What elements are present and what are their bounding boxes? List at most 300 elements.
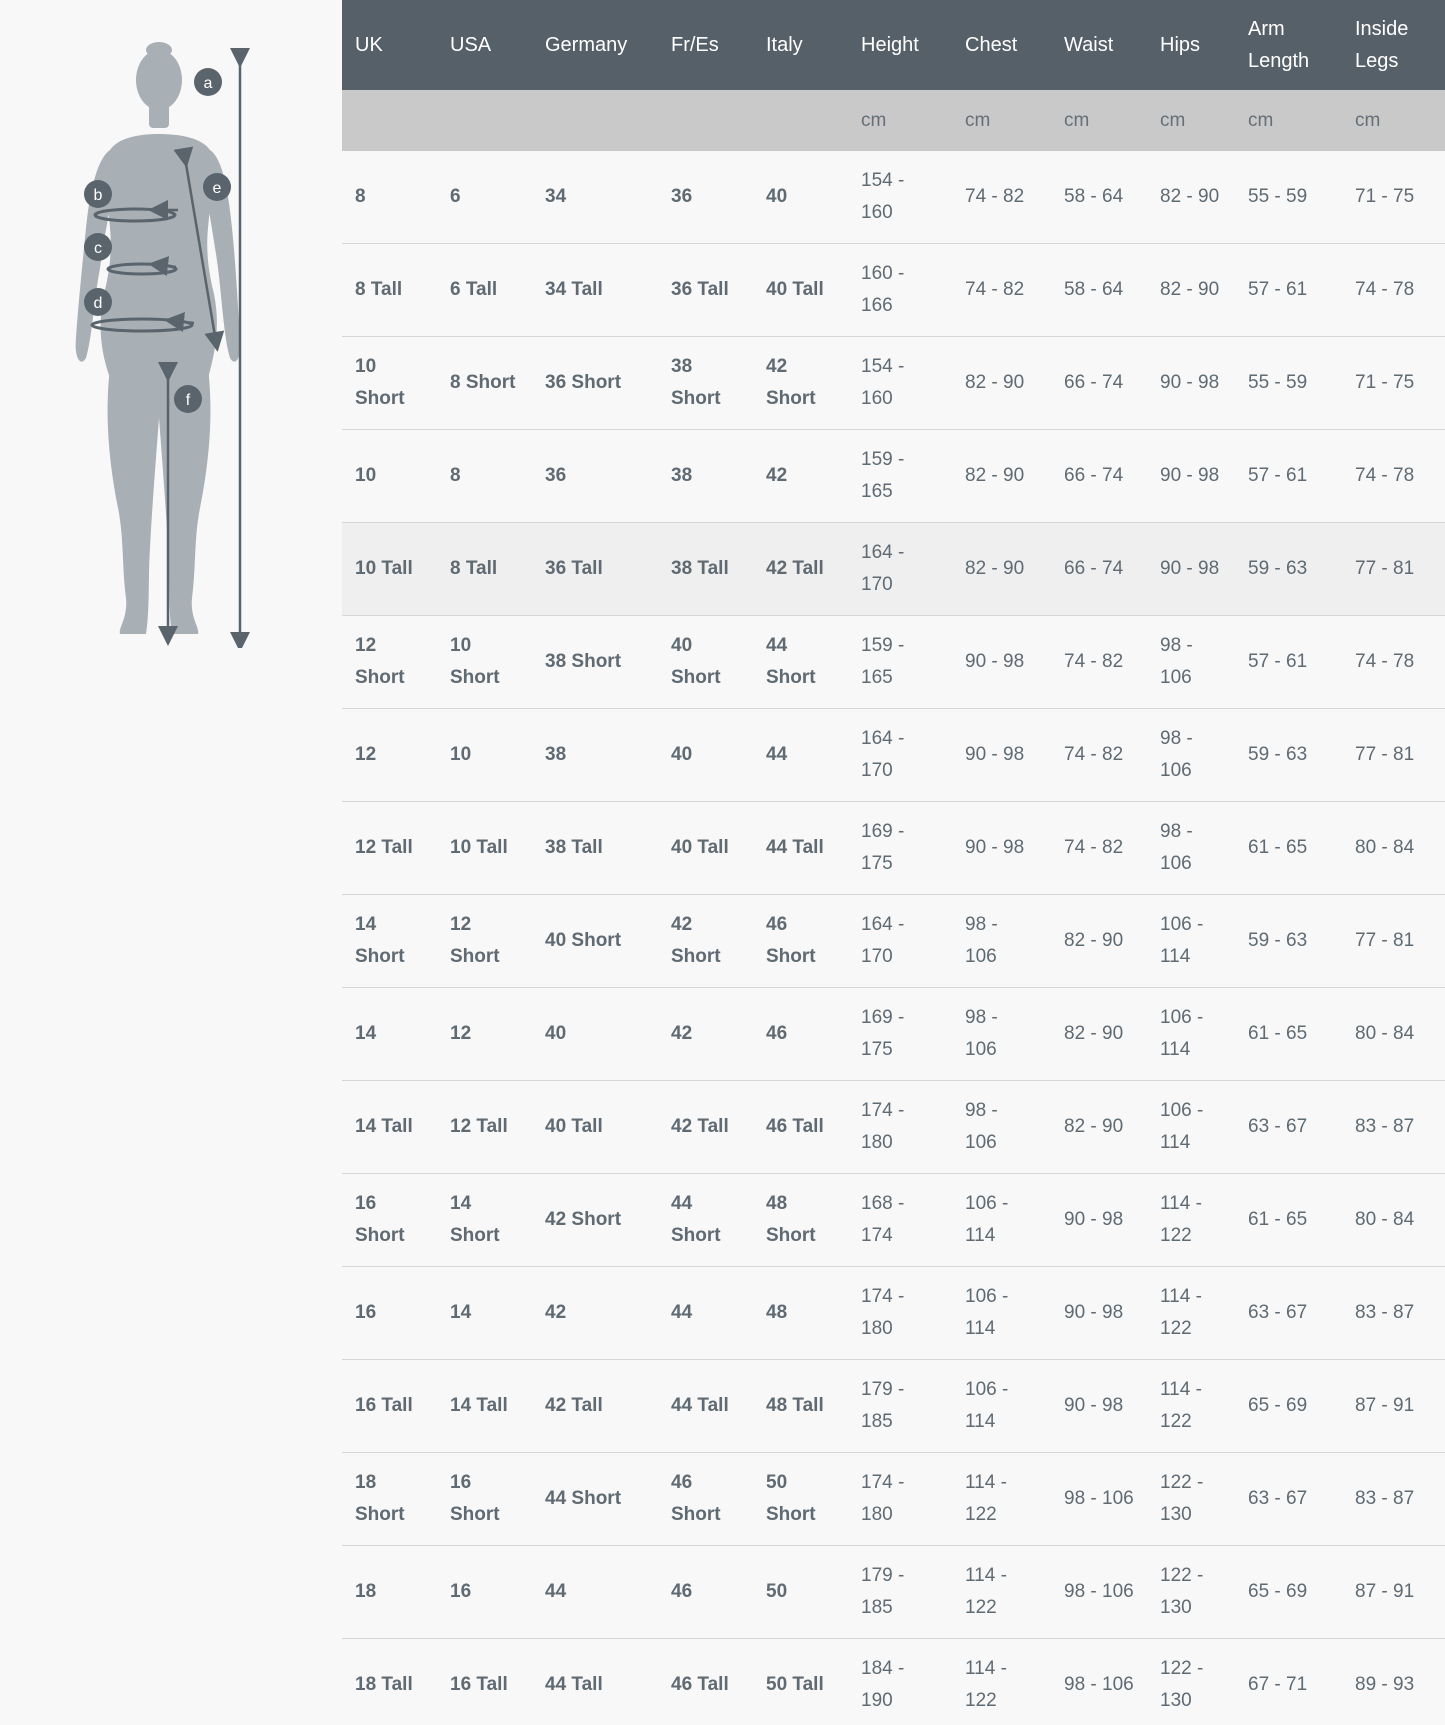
cell-waist-value: 74 - 82 xyxy=(1064,744,1124,765)
cell-height xyxy=(848,1174,952,1267)
cell-inside-legs xyxy=(1342,1639,1445,1725)
cell-height-value: 168 - 174 xyxy=(861,1193,905,1246)
cell-hips xyxy=(1147,1267,1235,1360)
cell-italy-value: 46 xyxy=(766,1023,788,1044)
cell-chest xyxy=(952,802,1051,895)
cell-usa-value: 10 xyxy=(450,744,472,765)
cell-italy xyxy=(753,895,848,988)
cell-arm-length-value: 57 - 61 xyxy=(1248,279,1308,300)
table-row xyxy=(342,1639,1445,1725)
cell-waist-value: 82 - 90 xyxy=(1064,930,1124,951)
cell-arm-length xyxy=(1235,1453,1342,1546)
cell-inside-legs xyxy=(1342,151,1445,244)
cell-height-value: 179 - 185 xyxy=(861,1379,905,1432)
cell-italy-value: 46 Short xyxy=(766,914,816,967)
cell-uk-value: 18 xyxy=(355,1581,377,1602)
cell-inside-legs xyxy=(1342,244,1445,337)
cell-chest xyxy=(952,1453,1051,1546)
cell-waist-value: 74 - 82 xyxy=(1064,837,1124,858)
cell-usa-value: 8 xyxy=(450,465,461,486)
cell-usa xyxy=(437,1639,532,1725)
cell-hips xyxy=(1147,1081,1235,1174)
cell-arm-length-value: 61 - 65 xyxy=(1248,837,1308,858)
table-header-row xyxy=(342,0,1445,90)
cell-uk xyxy=(342,709,437,802)
cell-italy xyxy=(753,709,848,802)
cell-italy xyxy=(753,1267,848,1360)
cell-germany xyxy=(532,337,658,430)
header-germany: Germany xyxy=(532,0,658,90)
cell-height xyxy=(848,1639,952,1725)
cell-usa-value: 12 xyxy=(450,1023,472,1044)
cell-hips xyxy=(1147,895,1235,988)
cell-uk xyxy=(342,244,437,337)
cell-uk xyxy=(342,523,437,616)
cell-arm-length-value: 57 - 61 xyxy=(1248,651,1308,672)
cell-hips xyxy=(1147,1546,1235,1639)
cell-hips-value: 90 - 98 xyxy=(1160,372,1220,393)
cell-height-value: 174 - 180 xyxy=(861,1472,905,1525)
size-chart-table xyxy=(342,0,1445,1725)
label-b: b xyxy=(93,187,103,204)
cell-italy-value: 48 Short xyxy=(766,1193,816,1246)
unit-fr-es xyxy=(658,90,753,151)
cell-usa-value: 16 Tall xyxy=(450,1674,508,1695)
cell-height-value: 164 - 170 xyxy=(861,542,905,595)
cell-germany xyxy=(532,1546,658,1639)
cell-inside-legs-value: 83 - 87 xyxy=(1355,1116,1415,1137)
cell-germany xyxy=(532,709,658,802)
cell-hips xyxy=(1147,337,1235,430)
cell-chest xyxy=(952,337,1051,430)
cell-inside-legs xyxy=(1342,709,1445,802)
table-row xyxy=(342,430,1445,523)
cell-inside-legs xyxy=(1342,430,1445,523)
cell-fr-es xyxy=(658,1453,753,1546)
cell-italy-value: 50 Short xyxy=(766,1472,816,1525)
cell-hips xyxy=(1147,1174,1235,1267)
unit-inside-legs: cm xyxy=(1342,90,1445,151)
cell-inside-legs-value: 71 - 75 xyxy=(1355,372,1415,393)
cell-fr-es xyxy=(658,802,753,895)
unit-hips: cm xyxy=(1147,90,1235,151)
cell-inside-legs-value: 77 - 81 xyxy=(1355,744,1415,765)
cell-height-value: 169 - 175 xyxy=(861,1007,905,1060)
cell-uk xyxy=(342,895,437,988)
cell-chest xyxy=(952,1639,1051,1725)
cell-hips-value: 82 - 90 xyxy=(1160,186,1220,207)
label-c: c xyxy=(94,240,102,257)
cell-inside-legs-value: 74 - 78 xyxy=(1355,279,1415,300)
cell-italy-value: 42 xyxy=(766,465,788,486)
cell-uk xyxy=(342,988,437,1081)
cell-uk xyxy=(342,1174,437,1267)
cell-germany-value: 38 Short xyxy=(545,651,622,672)
cell-usa xyxy=(437,1453,532,1546)
cell-arm-length-value: 65 - 69 xyxy=(1248,1581,1308,1602)
cell-inside-legs-value: 87 - 91 xyxy=(1355,1395,1415,1416)
cell-chest-value: 98 - 106 xyxy=(965,914,998,967)
cell-fr-es-value: 46 Tall xyxy=(671,1674,729,1695)
cell-germany xyxy=(532,523,658,616)
cell-hips xyxy=(1147,244,1235,337)
cell-waist-value: 58 - 64 xyxy=(1064,186,1124,207)
cell-height-value: 169 - 175 xyxy=(861,821,905,874)
cell-chest-value: 82 - 90 xyxy=(965,372,1025,393)
cell-inside-legs xyxy=(1342,337,1445,430)
cell-chest-value: 114 - 122 xyxy=(965,1565,1007,1618)
cell-usa xyxy=(437,895,532,988)
table-row xyxy=(342,988,1445,1081)
cell-chest xyxy=(952,1360,1051,1453)
table-row xyxy=(342,151,1445,244)
cell-chest xyxy=(952,1546,1051,1639)
cell-uk-value: 14 xyxy=(355,1023,377,1044)
cell-usa xyxy=(437,1546,532,1639)
cell-height-value: 179 - 185 xyxy=(861,1565,905,1618)
cell-waist xyxy=(1051,1174,1147,1267)
cell-usa-value: 12 Tall xyxy=(450,1116,508,1137)
cell-arm-length xyxy=(1235,1360,1342,1453)
cell-height xyxy=(848,430,952,523)
cell-usa-value: 6 xyxy=(450,186,461,207)
label-c-badge xyxy=(84,233,112,261)
cell-fr-es-value: 42 Tall xyxy=(671,1116,729,1137)
cell-inside-legs xyxy=(1342,1081,1445,1174)
header-hips: Hips xyxy=(1147,0,1235,90)
cell-inside-legs xyxy=(1342,895,1445,988)
cell-waist xyxy=(1051,1546,1147,1639)
body-silhouette-diagram xyxy=(70,38,280,648)
cell-chest xyxy=(952,244,1051,337)
cell-waist-value: 66 - 74 xyxy=(1064,465,1124,486)
cell-height xyxy=(848,709,952,802)
cell-arm-length-value: 55 - 59 xyxy=(1248,186,1308,207)
cell-height xyxy=(848,1267,952,1360)
cell-arm-length-value: 57 - 61 xyxy=(1248,465,1308,486)
cell-italy xyxy=(753,244,848,337)
cell-uk-value: 12 xyxy=(355,744,377,765)
cell-italy xyxy=(753,151,848,244)
cell-italy xyxy=(753,430,848,523)
cell-italy xyxy=(753,1639,848,1725)
cell-usa-value: 14 xyxy=(450,1302,472,1323)
cell-italy-value: 44 Tall xyxy=(766,837,824,858)
cell-waist-value: 90 - 98 xyxy=(1064,1395,1124,1416)
cell-usa xyxy=(437,151,532,244)
cell-waist xyxy=(1051,1453,1147,1546)
table-row xyxy=(342,802,1445,895)
cell-arm-length xyxy=(1235,988,1342,1081)
cell-inside-legs-value: 83 - 87 xyxy=(1355,1302,1415,1323)
cell-inside-legs xyxy=(1342,1546,1445,1639)
cell-hips xyxy=(1147,430,1235,523)
cell-germany xyxy=(532,1174,658,1267)
cell-arm-length xyxy=(1235,244,1342,337)
cell-chest xyxy=(952,1267,1051,1360)
cell-hips-value: 82 - 90 xyxy=(1160,279,1220,300)
cell-usa-value: 16 xyxy=(450,1581,472,1602)
cell-waist-value: 82 - 90 xyxy=(1064,1023,1124,1044)
unit-height: cm xyxy=(848,90,952,151)
cell-hips xyxy=(1147,151,1235,244)
cell-arm-length-value: 61 - 65 xyxy=(1248,1023,1308,1044)
cell-fr-es-value: 42 xyxy=(671,1023,693,1044)
cell-germany-value: 42 Short xyxy=(545,1209,622,1230)
cell-height-value: 154 - 160 xyxy=(861,356,905,409)
cell-height xyxy=(848,523,952,616)
cell-height xyxy=(848,244,952,337)
cell-usa xyxy=(437,616,532,709)
cell-usa-value: 12 Short xyxy=(450,914,500,967)
cell-height xyxy=(848,1081,952,1174)
cell-arm-length-value: 65 - 69 xyxy=(1248,1395,1308,1416)
cell-usa xyxy=(437,523,532,616)
cell-germany-value: 36 xyxy=(545,465,567,486)
cell-germany xyxy=(532,1360,658,1453)
cell-chest-value: 74 - 82 xyxy=(965,279,1025,300)
cell-chest-value: 106 - 114 xyxy=(965,1193,1009,1246)
unit-italy xyxy=(753,90,848,151)
cell-chest xyxy=(952,1174,1051,1267)
cell-germany xyxy=(532,244,658,337)
cell-fr-es xyxy=(658,430,753,523)
cell-chest xyxy=(952,430,1051,523)
cell-italy-value: 48 Tall xyxy=(766,1395,824,1416)
cell-waist-value: 66 - 74 xyxy=(1064,558,1124,579)
cell-germany xyxy=(532,151,658,244)
cell-waist-value: 90 - 98 xyxy=(1064,1302,1124,1323)
cell-chest-value: 114 - 122 xyxy=(965,1658,1007,1711)
cell-hips-value: 114 - 122 xyxy=(1160,1193,1202,1246)
cell-germany xyxy=(532,1453,658,1546)
cell-arm-length xyxy=(1235,1081,1342,1174)
cell-arm-length xyxy=(1235,895,1342,988)
cell-hips-value: 122 - 130 xyxy=(1160,1658,1204,1711)
header-fr-es: Fr/Es xyxy=(658,0,753,90)
cell-inside-legs xyxy=(1342,616,1445,709)
cell-inside-legs xyxy=(1342,523,1445,616)
cell-italy-value: 40 xyxy=(766,186,788,207)
cell-italy xyxy=(753,1546,848,1639)
label-f-badge xyxy=(174,385,202,413)
cell-germany xyxy=(532,802,658,895)
cell-fr-es xyxy=(658,337,753,430)
cell-usa xyxy=(437,430,532,523)
cell-inside-legs xyxy=(1342,1267,1445,1360)
cell-fr-es xyxy=(658,616,753,709)
cell-fr-es xyxy=(658,988,753,1081)
cell-uk xyxy=(342,1267,437,1360)
cell-height xyxy=(848,1453,952,1546)
cell-hips-value: 98 - 106 xyxy=(1160,635,1193,688)
cell-height-value: 164 - 170 xyxy=(861,914,905,967)
cell-arm-length xyxy=(1235,1267,1342,1360)
cell-germany-value: 34 Tall xyxy=(545,279,603,300)
cell-uk-value: 18 Short xyxy=(355,1472,405,1525)
cell-chest xyxy=(952,616,1051,709)
cell-fr-es xyxy=(658,709,753,802)
cell-arm-length-value: 67 - 71 xyxy=(1248,1674,1308,1695)
cell-fr-es xyxy=(658,244,753,337)
cell-fr-es xyxy=(658,523,753,616)
cell-arm-length xyxy=(1235,1174,1342,1267)
cell-italy xyxy=(753,337,848,430)
header-chest: Chest xyxy=(952,0,1051,90)
cell-waist xyxy=(1051,244,1147,337)
cell-inside-legs-value: 80 - 84 xyxy=(1355,1023,1415,1044)
cell-waist xyxy=(1051,1360,1147,1453)
cell-arm-length-value: 63 - 67 xyxy=(1248,1488,1308,1509)
cell-uk-value: 14 Short xyxy=(355,914,405,967)
cell-uk-value: 10 Short xyxy=(355,356,405,409)
cell-arm-length xyxy=(1235,1639,1342,1725)
cell-hips-value: 114 - 122 xyxy=(1160,1379,1202,1432)
cell-fr-es-value: 44 Short xyxy=(671,1193,721,1246)
cell-fr-es-value: 42 Short xyxy=(671,914,721,967)
cell-uk-value: 16 xyxy=(355,1302,377,1323)
cell-usa-value: 6 Tall xyxy=(450,279,498,300)
cell-germany xyxy=(532,1267,658,1360)
cell-chest xyxy=(952,895,1051,988)
cell-height-value: 154 - 160 xyxy=(861,170,905,223)
cell-arm-length-value: 55 - 59 xyxy=(1248,372,1308,393)
cell-chest-value: 98 - 106 xyxy=(965,1007,998,1060)
cell-height-value: 184 - 190 xyxy=(861,1658,905,1711)
cell-waist-value: 98 - 106 xyxy=(1064,1581,1134,1602)
cell-chest xyxy=(952,1081,1051,1174)
cell-fr-es-value: 46 Short xyxy=(671,1472,721,1525)
cell-uk xyxy=(342,1546,437,1639)
cell-uk-value: 12 Tall xyxy=(355,837,413,858)
cell-uk xyxy=(342,1639,437,1725)
cell-italy xyxy=(753,1081,848,1174)
cell-usa-value: 14 Short xyxy=(450,1193,500,1246)
cell-chest-value: 98 - 106 xyxy=(965,1100,998,1153)
cell-usa xyxy=(437,1360,532,1453)
cell-hips xyxy=(1147,709,1235,802)
cell-height xyxy=(848,151,952,244)
cell-waist-value: 66 - 74 xyxy=(1064,372,1124,393)
cell-usa xyxy=(437,709,532,802)
cell-waist-value: 82 - 90 xyxy=(1064,1116,1124,1137)
table-unit-row xyxy=(342,90,1445,151)
body-measurement-figure xyxy=(70,38,280,648)
cell-arm-length xyxy=(1235,1546,1342,1639)
cell-fr-es xyxy=(658,1360,753,1453)
cell-waist xyxy=(1051,895,1147,988)
cell-waist xyxy=(1051,709,1147,802)
cell-fr-es xyxy=(658,1267,753,1360)
cell-fr-es xyxy=(658,895,753,988)
unit-usa xyxy=(437,90,532,151)
cell-germany-value: 34 xyxy=(545,186,567,207)
cell-waist xyxy=(1051,1639,1147,1725)
cell-inside-legs-value: 89 - 93 xyxy=(1355,1674,1415,1695)
table-row xyxy=(342,1453,1445,1546)
cell-inside-legs-value: 74 - 78 xyxy=(1355,651,1415,672)
cell-usa xyxy=(437,1081,532,1174)
cell-uk-value: 16 Short xyxy=(355,1193,405,1246)
cell-height-value: 159 - 165 xyxy=(861,635,905,688)
cell-usa-value: 16 Short xyxy=(450,1472,500,1525)
cell-hips-value: 90 - 98 xyxy=(1160,558,1220,579)
cell-uk xyxy=(342,1081,437,1174)
cell-arm-length-value: 59 - 63 xyxy=(1248,558,1308,579)
cell-italy-value: 44 xyxy=(766,744,788,765)
cell-waist xyxy=(1051,1267,1147,1360)
cell-germany xyxy=(532,895,658,988)
cell-uk-value: 18 Tall xyxy=(355,1674,413,1695)
cell-uk xyxy=(342,802,437,895)
cell-fr-es-value: 40 xyxy=(671,744,693,765)
cell-inside-legs-value: 80 - 84 xyxy=(1355,1209,1415,1230)
cell-uk xyxy=(342,337,437,430)
header-inside-legs xyxy=(1342,0,1445,90)
header-waist: Waist xyxy=(1051,0,1147,90)
cell-chest-value: 82 - 90 xyxy=(965,558,1025,579)
table-row xyxy=(342,709,1445,802)
cell-italy xyxy=(753,1360,848,1453)
cell-hips-value: 90 - 98 xyxy=(1160,465,1220,486)
cell-fr-es xyxy=(658,1639,753,1725)
cell-italy-value: 48 xyxy=(766,1302,788,1323)
cell-hips xyxy=(1147,1360,1235,1453)
cell-arm-length-value: 63 - 67 xyxy=(1248,1116,1308,1137)
cell-italy-value: 50 Tall xyxy=(766,1674,824,1695)
cell-hips-value: 98 - 106 xyxy=(1160,821,1193,874)
cell-fr-es-value: 40 Tall xyxy=(671,837,729,858)
unit-waist: cm xyxy=(1051,90,1147,151)
cell-italy xyxy=(753,1453,848,1546)
cell-fr-es-value: 36 xyxy=(671,186,693,207)
cell-chest-value: 114 - 122 xyxy=(965,1472,1007,1525)
cell-usa xyxy=(437,244,532,337)
cell-inside-legs xyxy=(1342,1360,1445,1453)
label-d-badge xyxy=(84,288,112,316)
cell-hips-value: 122 - 130 xyxy=(1160,1472,1204,1525)
table-row xyxy=(342,1081,1445,1174)
cell-inside-legs xyxy=(1342,802,1445,895)
cell-germany xyxy=(532,430,658,523)
cell-inside-legs-value: 74 - 78 xyxy=(1355,465,1415,486)
cell-italy-value: 40 Tall xyxy=(766,279,824,300)
cell-waist xyxy=(1051,337,1147,430)
cell-italy xyxy=(753,1174,848,1267)
cell-height xyxy=(848,616,952,709)
cell-arm-length-value: 59 - 63 xyxy=(1248,744,1308,765)
cell-usa-value: 10 Tall xyxy=(450,837,508,858)
header-uk: UK xyxy=(342,0,437,90)
cell-arm-length-value: 59 - 63 xyxy=(1248,930,1308,951)
cell-germany xyxy=(532,616,658,709)
cell-germany xyxy=(532,988,658,1081)
cell-germany-value: 42 Tall xyxy=(545,1395,603,1416)
cell-chest xyxy=(952,709,1051,802)
cell-arm-length xyxy=(1235,523,1342,616)
cell-italy-value: 50 xyxy=(766,1581,788,1602)
cell-height-value: 160 - 166 xyxy=(861,263,905,316)
cell-height-value: 174 - 180 xyxy=(861,1100,905,1153)
cell-uk xyxy=(342,430,437,523)
cell-arm-length xyxy=(1235,709,1342,802)
cell-germany-value: 44 Tall xyxy=(545,1674,603,1695)
cell-waist-value: 58 - 64 xyxy=(1064,279,1124,300)
cell-fr-es xyxy=(658,1174,753,1267)
cell-height xyxy=(848,337,952,430)
cell-germany xyxy=(532,1639,658,1725)
cell-inside-legs-value: 80 - 84 xyxy=(1355,837,1415,858)
